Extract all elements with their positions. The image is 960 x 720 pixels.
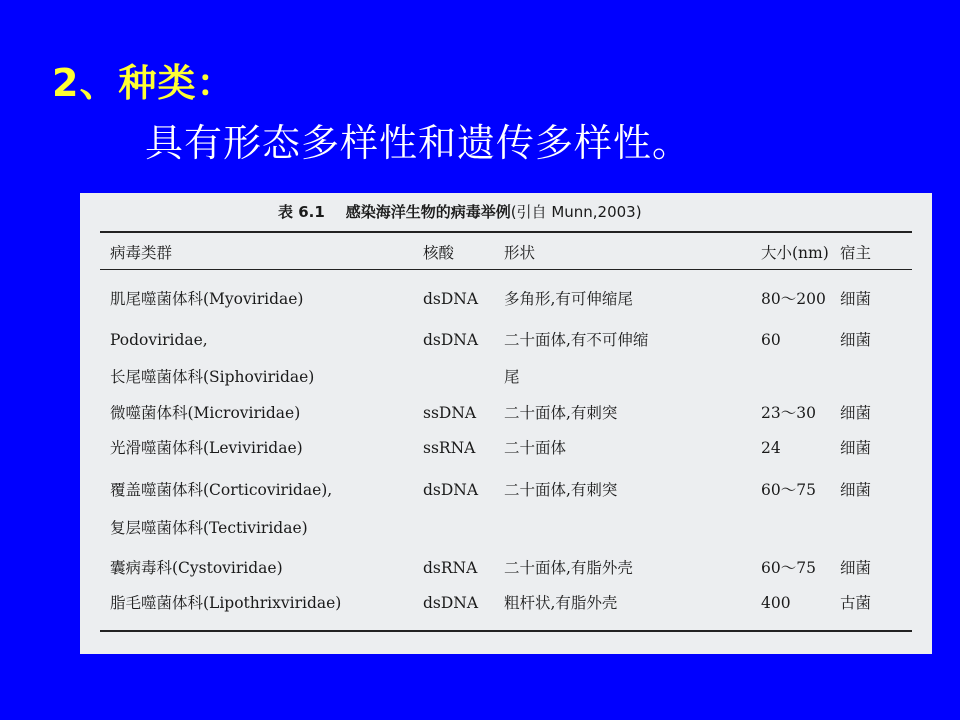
caption-label: 表 6.1: [278, 203, 325, 221]
cell-size: 60～75: [761, 559, 816, 577]
cell-host: 细菌: [840, 439, 872, 457]
cell-group: 囊病毒科(Cystoviridae): [110, 559, 283, 577]
cell-host: 细菌: [840, 481, 872, 499]
cell-group: Podoviridae,: [110, 331, 208, 349]
table-bottom-rule: [100, 630, 912, 632]
cell-nucleic-acid: ssDNA: [423, 404, 477, 422]
cell-nucleic-acid: dsDNA: [423, 594, 479, 612]
heading-colon: ：: [196, 61, 236, 105]
cell-shape: 二十面体,有脂外壳: [504, 559, 633, 577]
cell-group: 光滑噬菌体科(Leviviridae): [110, 439, 303, 457]
header-shape: 形状: [504, 244, 536, 262]
cell-shape: 二十面体,有不可伸缩: [504, 331, 649, 349]
caption-source: (引自 Munn,2003): [510, 203, 642, 221]
cell-host: 古菌: [840, 594, 872, 612]
cell-size: 60～75: [761, 481, 816, 499]
cell-size: 24: [761, 439, 781, 457]
cell-nucleic-acid: dsDNA: [423, 290, 479, 308]
heading-label: 种类: [118, 61, 197, 105]
cell-group: 覆盖噬菌体科(Corticoviridae),: [110, 481, 333, 499]
cell-host: 细菌: [840, 404, 872, 422]
table-header-rule: [100, 269, 912, 270]
cell-size: 23～30: [761, 404, 816, 422]
cell-shape: 尾: [504, 368, 520, 386]
cell-size: 80～200: [761, 290, 826, 308]
table-top-rule: [100, 231, 912, 233]
heading-number: 2、: [52, 61, 119, 105]
cell-shape: 二十面体,有刺突: [504, 481, 618, 499]
cell-group: 长尾噬菌体科(Siphoviridae): [110, 368, 315, 386]
header-group: 病毒类群: [110, 244, 173, 262]
cell-host: 细菌: [840, 290, 872, 308]
cell-nucleic-acid: dsRNA: [423, 559, 478, 577]
cell-group: 脂毛噬菌体科(Lipothrixviridae): [110, 594, 342, 612]
cell-group: 复层噬菌体科(Tectiviridae): [110, 519, 308, 537]
slide-heading: [52, 52, 235, 107]
table-caption: [278, 201, 642, 222]
caption-title: 感染海洋生物的病毒举例: [345, 203, 511, 221]
cell-host: 细菌: [840, 331, 872, 349]
cell-shape: 粗杆状,有脂外壳: [504, 594, 618, 612]
header-nucleic-acid: 核酸: [423, 244, 455, 262]
slide-subline: 具有形态多样性和遗传多样性。: [145, 121, 692, 165]
table-image: [80, 193, 932, 654]
cell-host: 细菌: [840, 559, 872, 577]
header-size: 大小(nm): [761, 244, 829, 262]
cell-size: 60: [761, 331, 781, 349]
cell-nucleic-acid: dsDNA: [423, 481, 479, 499]
cell-group: 肌尾噬菌体科(Myoviridae): [110, 290, 304, 308]
cell-shape: 二十面体: [504, 439, 567, 457]
cell-nucleic-acid: dsDNA: [423, 331, 479, 349]
cell-size: 400: [761, 594, 791, 612]
cell-nucleic-acid: ssRNA: [423, 439, 476, 457]
cell-shape: 多角形,有可伸缩尾: [504, 290, 633, 308]
cell-group: 微噬菌体科(Microviridae): [110, 404, 301, 422]
header-host: 宿主: [840, 244, 872, 262]
cell-shape: 二十面体,有刺突: [504, 404, 618, 422]
